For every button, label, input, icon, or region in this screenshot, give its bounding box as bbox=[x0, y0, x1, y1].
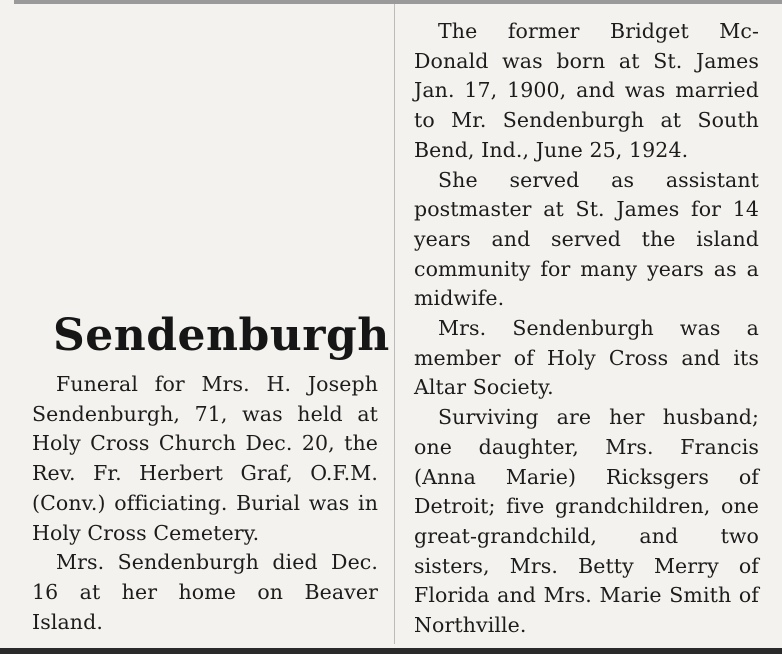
obituary-headline: Sendenburgh bbox=[53, 310, 390, 361]
paragraph-membership: Mrs. Sendenburgh was a member of Holy Cross and its Altar Society. bbox=[414, 316, 759, 400]
paragraph-birth-marriage: The former Bridget Mc-Donald was born at St. James Jan. 17, 1900, and was married to Mr. Sendenburgh at South Bend, Ind., June 25, 1924. bbox=[414, 19, 759, 162]
paragraph-survivors: Surviving are her husband; one daughter, Mrs. Francis (Anna Marie) Ricksgers of Detroit; five grandchildren, one great-grandchild, and two sisters, Mrs. Betty Merry of Florida and Mrs. Marie Smith of Northville. bbox=[414, 405, 759, 638]
column-divider bbox=[394, 4, 395, 644]
paragraph-funeral: Funeral for Mrs. H. Joseph Sendenburgh, 71, was held at Holy Cross Church Dec. 20, the Rev. Fr. Herbert Graf, O.F.M. (Conv.) officiating. Burial was in Holy Cross Cemetery. bbox=[32, 372, 378, 545]
top-rule bbox=[14, 0, 782, 4]
right-column bbox=[414, 17, 759, 641]
paragraph-death: Mrs. Sendenburgh died Dec. 16 at her home on Beaver Island. bbox=[32, 550, 378, 634]
paragraph-career: She served as assistant postmaster at St. James for 14 years and served the island community for many years as a midwife. bbox=[414, 167, 759, 311]
bottom-rule bbox=[0, 648, 782, 654]
left-column bbox=[32, 370, 378, 637]
